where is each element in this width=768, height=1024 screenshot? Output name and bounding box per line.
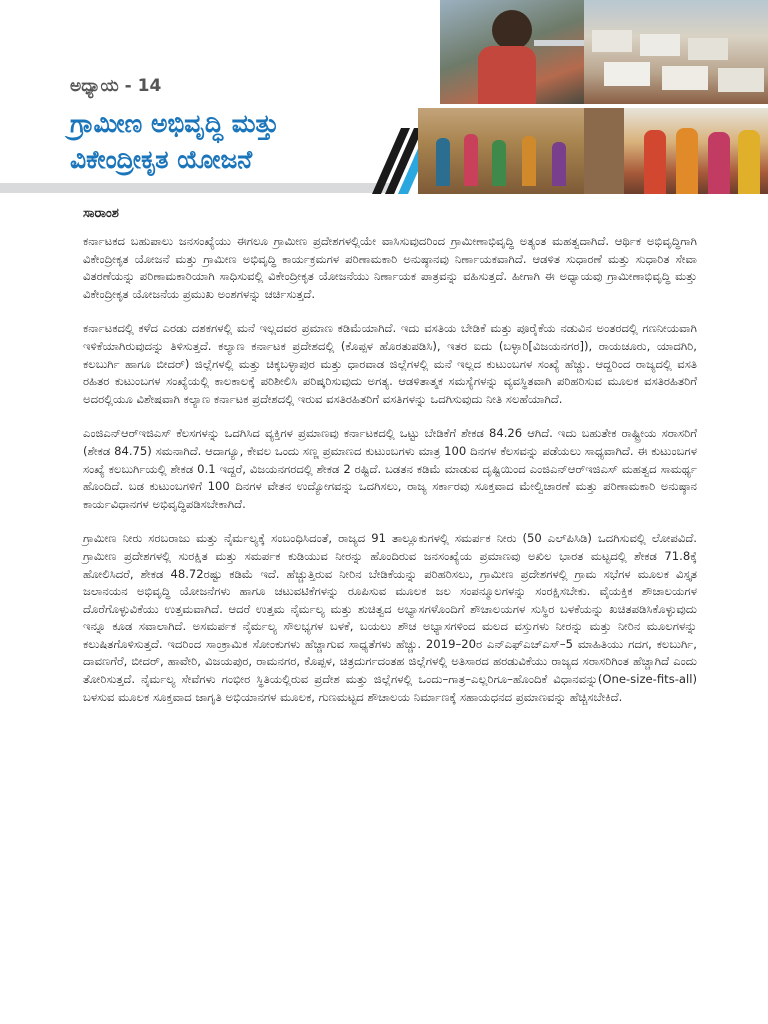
paragraph: ಗ್ರಾಮೀಣ ನೀರು ಸರಬರಾಜು ಮತ್ತು ನೈರ್ಮಲ್ಯಕ್ಕೆ ಸಂಬಂಧಿಸಿದಂತೆ, ರಾಜ್ಯದ 91 ತಾಲ್ಲೂಕುಗಳಲ್ಲಿ ಸಮರ್ಪಕ ನೀರು (50 ಎಲ್‌ಪಿಸಿಡಿ) ಒದಗಿಸುವಲ್ಲಿ ಲೋಪವಿದೆ. ಗ್ರಾಮೀಣ ಪ್ರದೇಶಗಳಲ್ಲಿ ಸುರಕ್ಷಿತ ಮತ್ತು ಸಮರ್ಪಕ ಕುಡಿಯುವ ನೀರನ್ನು ಹೊಂದಿರುವ ಜನಸಂಖ್ಯೆಯ ಪ್ರಮಾಣವು ಅಖಿಲ ಭಾರತ ಮಟ್ಟದಲ್ಲಿ ಶೇಕಡ 71.8ಕ್ಕೆ ಹೋಲಿಸಿದರೆ, ಶೇಕಡ 48.72ರಷ್ಟು ಕಡಿಮೆ ಇದೆ. ಹೆಚ್ಚುತ್ತಿರುವ ನೀರಿನ ಬೇಡಿಕೆಯನ್ನು ಪರಿಹರಿಸಲು, ಗ್ರಾಮೀಣ ಪ್ರದೇಶಗಳಲ್ಲಿ ಗ್ರಾಮ ಸಭೆಗಳ ಮೂಲಕ ವಿಸ್ತೃತ ಜಲಾನಯನ ಅಭಿವೃದ್ಧಿ ಯೋಜನೆಗಳು ಹಾಗೂ ಚಟುವಟಿಕೆಗಳನ್ನು ರೂಪಿಸುವ ಮೂಲಕ ಜಲ ಸಂಪನ್ಮೂಲಗಳನ್ನು ಸಂರಕ್ಷಿಸಬೇಕು. ವೈಯಕ್ತಿಕ ಶೌಚಾಲಯಗಳ ದೊರೆಗೊಳ್ಳುವಿಕೆಯು ಉತ್ತಮವಾಗಿದೆ. ಆದರೆ ಉತ್ತಮ ನೈರ್ಮಲ್ಯ ಮತ್ತು ಶುಚಿತ್ವದ ಅಭ್ಯಾಸಗಳೊಂದಿಗೆ ಶೌಚಾಲಯಗಳ ಸುಸ್ಥಿರ ಬಳಕೆಯನ್ನು ಖಚಿತಪಡಿಸಿಕೊಳ್ಳುವುದು ಇನ್ನೂ ಕೂಡ ಸವಾಲಾಗಿದೆ. ಅಸಮರ್ಪಕ ನೈರ್ಮಲ್ಯ ಸೌಲಭ್ಯಗಳ ಬಳಕೆ, ಬಯಲು ಶೌಚ ಅಭ್ಯಾಸಗಳಿಂದ ಮಲದ ವಸ್ತುಗಳು ನೀರನ್ನು ಮತ್ತು ನೀರಿನ ಮೂಲಗಳನ್ನು ಕಲುಷಿತಗೊಳಿಸುತ್ತದೆ. ಇದರಿಂದ ಸಾಂಕ್ರಾಮಿಕ ಸೋಂಕುಗಳು ಹೆಚ್ಚಾಗುವ ಸಾಧ್ಯತೆಗಳು ಹೆಚ್ಚು. 2019–20ರ ಎನ್‌ಎಫ್‌ಎಚ್‌ಎಸ್–5 ಮಾಹಿತಿಯು ಗದಗ, ಕಲಬುರ್ಗಿ, ದಾವಣಗೆರೆ, ಬೀದರ್, ಹಾವೇರಿ, ವಿಜಯಪುರ, ರಾಮನಗರ, ಕೊಪ್ಪಳ, ಚಿತ್ರದುರ್ಗದಂತಹ ಜಿಲ್ಲೆಗಳಲ್ಲಿ ಅತಿಸಾರದ ಹರಡುವಿಕೆಯು ರಾಜ್ಯದ ಸರಾಸರಿಗಿಂತ ಹೆಚ್ಚಾಗಿದೆ ಎಂದು ತೋರಿಸುತ್ತದೆ. ನೈರ್ಮಲ್ಯ ಸೇವೆಗಳು ಗಂಭೀರ ಸ್ಥಿತಿಯಲ್ಲಿರುವ ಪ್ರದೇಶ ಮತ್ತು ಜಿಲ್ಲೆಗಳಲ್ಲಿ ಒಂದು–ಗಾತ್ರ–ಎಲ್ಲರಿಗೂ–ಹೊಂದಿಕೆ ವಿಧಾನವನ್ನು(One-size-fits-all) ಬಳಸುವ ಮೂಲಕ ಸೂಕ್ತವಾದ ಜಾಗೃತಿ ಅಭಿಯಾನಗಳ ಮೂಲಕ, ಗುಣಮಟ್ಟದ ಶೌಚಾಲಯ ನಿರ್ಮಾಣಕ್ಕೆ ಸಹಾಯಧನದ ಪ್ರಮಾಣವನ್ನು ಹೆಚ್ಚಿಸಬೇಕಿದೆ.: [83, 531, 697, 704]
photo-child-drinking-water: [440, 0, 584, 104]
summary-section: [83, 206, 697, 723]
photo-women-carrying-loads: [418, 108, 584, 194]
photo-housing-colony: [584, 0, 768, 104]
section-heading: ಸಾರಾಂಶ: [83, 206, 119, 221]
paragraph: ಎಂಜಿಎನ್‌ಆರ್‌ಇಜಿಎಸ್ ಕೆಲಸಗಳನ್ನು ಒದಗಿಸಿದ ವ್ಯಕ್ತಿಗಳ ಪ್ರಮಾಣವು ಕರ್ನಾಟಕದಲ್ಲಿ ಒಟ್ಟು ಬೇಡಿಕೆಗೆ ಶೇಕಡ 84.26 ಆಗಿದೆ. ಇದು ಬಹುತೇಕ ರಾಷ್ಟ್ರೀಯ ಸರಾಸರಿಗೆ (ಶೇಕಡ 84.75) ಸಮನಾಗಿದೆ. ಆದಾಗ್ಯೂ, ಕೇವಲ ಒಂದು ಸಣ್ಣ ಪ್ರಮಾಣದ ಕುಟುಂಬಗಳು ಮಾತ್ರ 100 ದಿನಗಳ ಕೆಲಸವನ್ನು ಪಡೆಯಲು ಸಾಧ್ಯವಾಗಿದೆ. ಈ ಕುಟುಂಬಗಳ ಸಂಖ್ಯೆ ಕಲಬುರ್ಗಿಯಲ್ಲಿ ಶೇಕಡ 0.1 ಇದ್ದರೆ, ವಿಜಯನಗರದಲ್ಲಿ ಶೇಕಡ 2 ರಷ್ಟಿದೆ. ಬಡತನ ಕಡಿಮೆ ಮಾಡುವ ದೃಷ್ಟಿಯಿಂದ ಎಂಜಿಎನ್‌ಆರ್‌ಇಜಿಎಸ್ ಮಹತ್ವದ ಸಾಮರ್ಥ್ಯ ಹೊಂದಿದೆ. ಬಡ ಕುಟುಂಬಗಳಿಗೆ 100 ದಿನಗಳ ವೇತನ ಉದ್ಯೋಗವನ್ನು ಒದಗಿಸಲು, ರಾಜ್ಯ ಸರ್ಕಾರವು ಸೂಕ್ತವಾದ ಮೇಲ್ವಿಚಾರಣೆ ಮತ್ತು ಪರಿಣಾಮಕಾರಿ ಅನುಷ್ಠಾನ ಕಾರ್ಯವಿಧಾನಗಳ ಅಭಿವೃದ್ಧಿಪಡಿಸಬೇಕಾಗಿದೆ.: [83, 426, 697, 511]
chapter-title-line-2: ವಿಕೇಂದ್ರೀಕೃತ ಯೋಜನೆ: [70, 145, 253, 174]
chapter-title: [70, 106, 279, 178]
chapter-header: [0, 0, 768, 196]
chapter-label: ಅಧ್ಯಾಯ - 14: [70, 76, 162, 96]
photo-women-group: [584, 108, 768, 194]
paragraph: ಕರ್ನಾಟಕದಲ್ಲಿ ಕಳೆದ ಎರಡು ದಶಕಗಳಲ್ಲಿ ಮನೆ ಇಲ್ಲದವರ ಪ್ರಮಾಣ ಕಡಿಮೆಯಾಗಿದೆ. ಇದು ವಸತಿಯ ಬೇಡಿಕೆ ಮತ್ತು ಪೂರೈಕೆಯ ನಡುವಿನ ಅಂತರದಲ್ಲಿ ಗಣನೀಯವಾಗಿ ಇಳಿಕೆಯಾಗಿರುವುದನ್ನು ತಿಳಿಸುತ್ತದೆ. ಕಲ್ಯಾಣ ಕರ್ನಾಟಕ ಪ್ರದೇಶದಲ್ಲಿ (ಕೊಪ್ಪಳ ಹೊರತುಪಡಿಸಿ), ಇತರ ಐದು (ಬಳ್ಳಾರಿ[ವಿಜಯನಗರ]), ರಾಯಚೂರು, ಯಾದಗಿರಿ, ಕಲಬುರ್ಗಿ ಹಾಗೂ ಬೀದರ್) ಜಿಲ್ಲೆಗಳಲ್ಲಿ ಮತ್ತು ಚಿಕ್ಕಬಳ್ಳಾಪುರ ಮತ್ತು ಧಾರವಾಡ ಜಿಲ್ಲೆಗಳಲ್ಲಿ ಮನೆ ಇಲ್ಲದ ಕುಟುಂಬಗಳ ಸಂಖ್ಯೆ ಹೆಚ್ಚು. ಆದ್ದರಿಂದ ರಾಜ್ಯದಲ್ಲಿ ವಸತಿ ರಹಿತರ ಕುಟುಂಬಗಳ ಸಂಖ್ಯೆಯಲ್ಲಿ ಕಾಲಕಾಲಕ್ಕೆ ಪರಿಶೀಲಿಸಿ ಪರಿಷ್ಕರಿಸುವುದು ಅಗತ್ಯ. ಆಡಳಿತಾತ್ಮಕ ಸಮಸ್ಯೆಗಳನ್ನು ವ್ಯವಸ್ಥಿತವಾಗಿ ಪರಿಹರಿಸುವ ಮೂಲಕ ವಸತಿರಹಿತರಿಗೆ ಅದರಲ್ಲಿಯೂ ವಿಶೇಷವಾಗಿ ಕಲ್ಯಾಣ ಕರ್ನಾಟಕ ಪ್ರದೇಶದಲ್ಲಿ ಇರುವ ವಸತಿರಹಿತರಿಗೆ ವಸತಿಗಳನ್ನು ಒದಗಿಸುವುದು ನೀತಿ ಸಲಹೆಯಾಗಿದೆ.: [83, 321, 697, 406]
chapter-title-line-1: ಗ್ರಾಮೀಣ ಅಭಿವೃದ್ಧಿ ಮತ್ತು: [70, 109, 279, 138]
paragraph: ಕರ್ನಾಟಕದ ಬಹುಪಾಲು ಜನಸಂಖ್ಯೆಯು ಈಗಲೂ ಗ್ರಾಮೀಣ ಪ್ರದೇಶಗಳಲ್ಲಿಯೇ ವಾಸಿಸುವುದರಿಂದ ಗ್ರಾಮೀಣಾಭಿವೃದ್ಧಿ ಅತ್ಯಂತ ಮಹತ್ವದಾಗಿದೆ. ಆರ್ಥಿಕ ಅಭಿವೃದ್ಧಿಗಾಗಿ ವಿಕೇಂದ್ರೀಕೃತ ಯೋಜನೆ ಮತ್ತು ಗ್ರಾಮೀಣ ಅಭಿವೃದ್ಧಿ ಕಾರ್ಯಕ್ರಮಗಳ ಪರಿಣಾಮಕಾರಿ ಅನುಷ್ಠಾನವು ನಿರ್ಣಾಯಕವಾಗಿದೆ. ಆಡಳಿತ ಸುಧಾರಣೆ ಮತ್ತು ಸುಧಾರಿತ ಸೇವಾ ವಿತರಣೆಯನ್ನು ಪರಿಣಾಮಕಾರಿಯಾಗಿ ಸಾಧಿಸುವಲ್ಲಿ ವಿಕೇಂದ್ರೀಕೃತ ಯೋಜನೆಯು ನಿರ್ಣಾಯಕ ಪಾತ್ರವನ್ನು ವಹಿಸುತ್ತದೆ. ಹೀಗಾಗಿ ಈ ಅಧ್ಯಾಯವು ಗ್ರಾಮೀಣಾಭಿವೃದ್ಧಿ ಮತ್ತು ವಿಕೇಂದ್ರೀಕೃತ ಯೋಜನೆಯ ಪ್ರಮುಖ ಅಂಶಗಳನ್ನು ಚರ್ಚಿಸುತ್ತದೆ.: [83, 234, 697, 301]
header-band: [0, 183, 395, 193]
